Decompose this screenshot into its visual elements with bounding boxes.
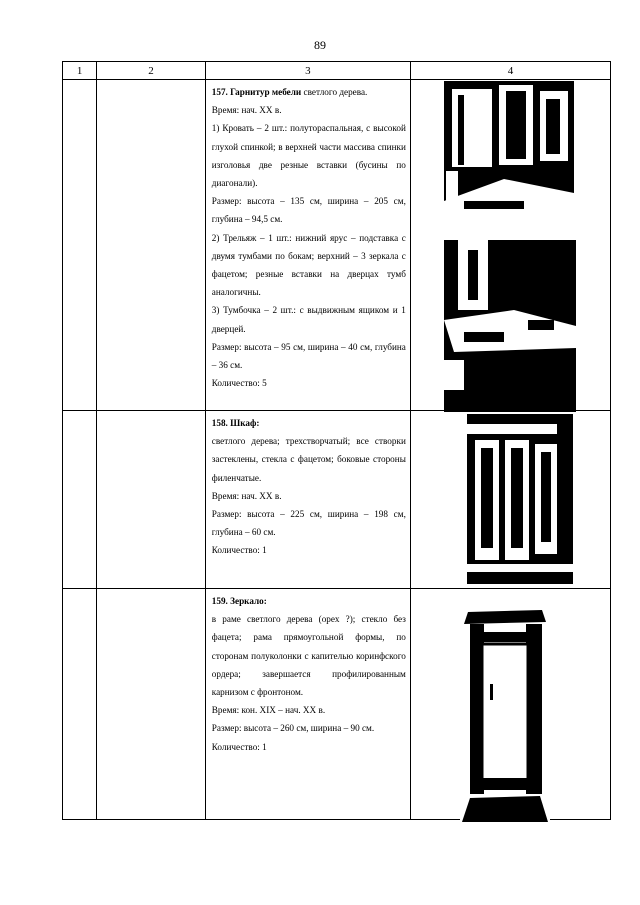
item-line: Количество: 5 <box>211 378 267 389</box>
item-line: Количество: 1 <box>211 741 267 752</box>
column-header: 1 <box>63 62 97 80</box>
column-header: 4 <box>410 62 610 80</box>
item-line: Размер: высота – 95 см, ширина – 40 см, глубина – 36 см. <box>211 341 406 371</box>
cell-inventory <box>97 80 206 411</box>
item-line: Размер: высота – 135 см, ширина – 205 см, глубина – 94,5 см. <box>211 196 406 225</box>
cell-description <box>205 80 410 411</box>
item-line: 1) Кровать – 2 шт.: полуторaспальная, с высокой глухой спинкой; в верхней части массива спинки изголовья две резные вставки (бусины по диагонали). <box>211 123 406 189</box>
item-title: 157. Гарнитур мебели <box>211 87 302 97</box>
column-header: 3 <box>205 62 410 80</box>
item-title: 158. Шкаф: <box>211 418 260 428</box>
cell-inventory <box>97 411 206 589</box>
item-line: 2) Трельяж – 1 шт.: нижний ярус – подставка с двумя тумбами по бокам; верхний – 3 зеркала с фацетом; резные вставки на дверцах тумб аналогичны. <box>211 232 406 298</box>
column-header: 2 <box>97 62 206 80</box>
cell-number <box>63 411 97 589</box>
item-line: Время: нач. XX в. <box>211 105 282 116</box>
item-line: Размер: высота – 260 см, ширина – 90 см. <box>211 723 375 734</box>
cell-number <box>63 589 97 820</box>
item-title-rest: светлого дерева. <box>301 87 368 97</box>
cell-inventory <box>97 589 206 820</box>
cell-number <box>63 80 97 411</box>
item-line: Размер: высота – 225 см, ширина – 198 см, глубина – 60 см. <box>211 509 406 538</box>
item-line: 3) Тумбочка – 2 шт.: с выдвижным ящиком и 1 дверцей. <box>211 305 406 334</box>
header-row <box>63 62 611 80</box>
item-line: в раме светлого дерева (орех ?); стекло без фацета; рама прямоугольной формы, по сторонам полуколонки с капителью коринфского ордера; завершается профилированным карнизом с фронтоном. <box>211 614 406 698</box>
item-line: светлого дерева; трехстворчатый; все створки застеклены, стекла с фацетом; боковые стороны филенчатые. <box>211 436 406 483</box>
item-title: 159. Зеркало: <box>211 596 267 606</box>
item-line: Время: нач. XX в. <box>211 490 282 501</box>
page-number: 89 <box>314 38 326 52</box>
cell-description <box>205 589 410 820</box>
mirror-photo <box>460 608 550 822</box>
cell-description <box>205 411 410 589</box>
wardrobe-photo <box>447 414 573 584</box>
bed-photo <box>444 81 574 239</box>
dresser-photo <box>444 240 576 412</box>
item-line: Количество: 1 <box>211 545 267 556</box>
item-line: Время: кон. XIX – нач. XX в. <box>211 705 326 716</box>
